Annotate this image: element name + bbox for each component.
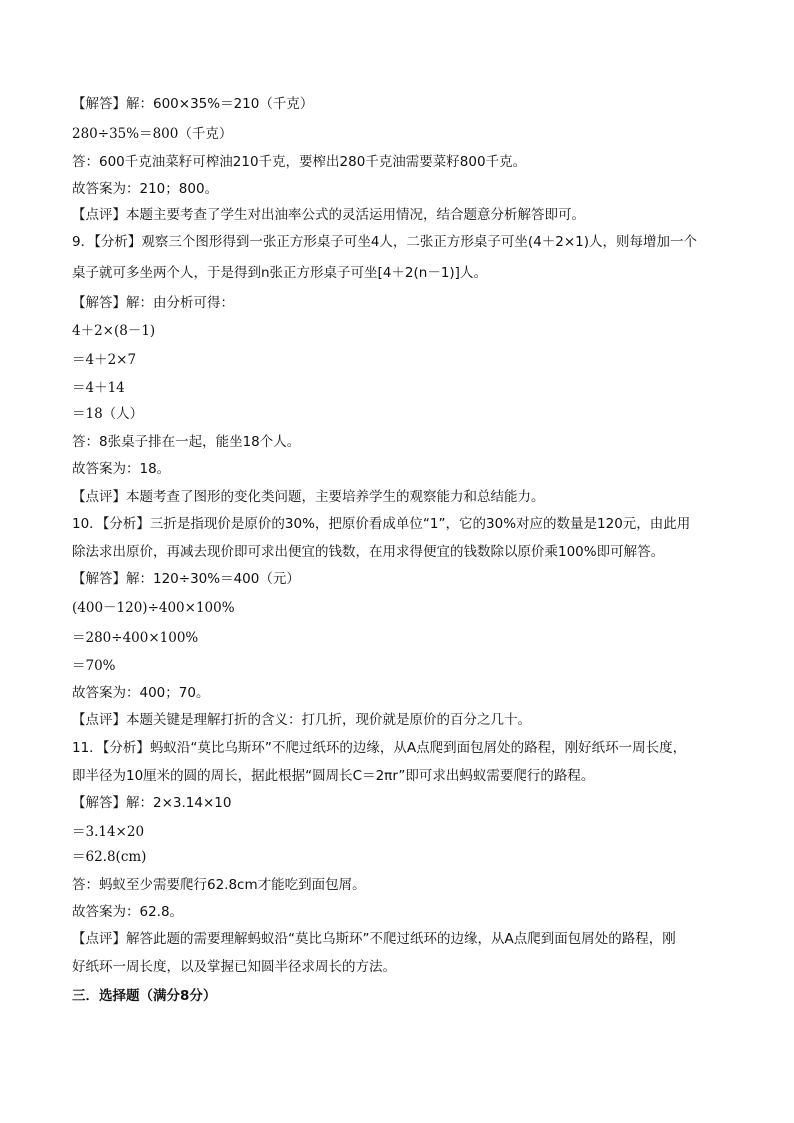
equation-line: ＝4＋2×7 [72, 352, 137, 368]
equation-line: ＝280÷400×100% [72, 630, 199, 646]
text-line: 【解答】解：由分析可得： [72, 295, 234, 311]
text-line: 【解答】解：2×3.14×10 [72, 795, 232, 811]
equation-line: ＝62.8(cm) [72, 849, 147, 865]
text-line: 【点评】解答此题的需要理解蚂蚁沿“莫比乌斯环”不爬过纸环的边缘，从A点爬到面包屑处的路程，刚 [72, 931, 676, 947]
text-line: 故答案为：18。 [72, 461, 171, 477]
text-line: 【解答】解：120÷30%＝400（元） [72, 571, 300, 587]
text-line: 【点评】本题主要考查了学生对出油率公式的灵活运用情况，结合题意分析解答即可。 [72, 207, 585, 223]
text-line: 除法求出原价，再减去现价即可求出便宜的钱数，在用求得便宜的钱数除以原价乘100%即可解答。 [72, 544, 665, 560]
equation-line: (400－120)÷400×100% [72, 600, 235, 616]
text-line: 答：蚂蚁至少需要爬行62.8cm才能吃到面包屑。 [72, 877, 366, 893]
section-heading: 三．选择题（满分8分） [72, 988, 217, 1004]
text-line: 10．【分析】三折是指现价是原价的30%，把原价看成单位“1”，它的30%对应的数量是120元，由此用 [72, 516, 691, 532]
text-line: 【点评】本题考查了图形的变化类问题，主要培养学生的观察能力和总结能力。 [72, 489, 545, 505]
text-line: 故答案为：210；800。 [72, 181, 219, 197]
text-line: 【解答】解：600×35%＝210（千克） [72, 96, 314, 112]
equation-line: ＝3.14×20 [72, 824, 145, 840]
text-line: 9．【分析】观察三个图形得到一张正方形桌子可坐4人，二张正方形桌子可坐(4＋2×1)人，则每增加一个 [72, 234, 698, 250]
equation-line: ＝18（人） [72, 406, 144, 422]
text-line: 故答案为：400；70。 [72, 685, 210, 701]
text-line: 【点评】本题关键是理解打折的含义：打几折，现价就是原价的百分之几十。 [72, 712, 531, 728]
text-line: 故答案为：62.8。 [72, 904, 184, 920]
text-line: 桌子就可多坐两个人，于是得到n张正方形桌子可坐[4＋2(n－1)]人。 [72, 265, 487, 281]
text-line: 答：8张桌子排在一起，能坐18个人。 [72, 434, 301, 450]
equation-line: 4＋2×(8－1) [72, 323, 156, 339]
text-line: 答：600千克油菜籽可榨油210千克，要榨出280千克油需要菜籽800千克。 [72, 154, 527, 170]
text-line: 好纸环一周长度，以及掌握已知圆半径求周长的方法。 [72, 959, 396, 975]
equation-line: ＝70% [72, 658, 116, 674]
text-line: 即半径为10厘米的圆的周长，据此根据“圆周长C＝2πr”即可求出蚂蚁需要爬行的路程。 [72, 768, 595, 784]
equation-line: ＝4＋14 [72, 380, 125, 396]
equation-line: 280÷35%＝800（千克） [72, 126, 233, 142]
text-line: 11．【分析】蚂蚁沿“莫比乌斯环”不爬过纸环的边缘，从A点爬到面包屑处的路程，刚好纸环一周长度， [72, 740, 687, 756]
